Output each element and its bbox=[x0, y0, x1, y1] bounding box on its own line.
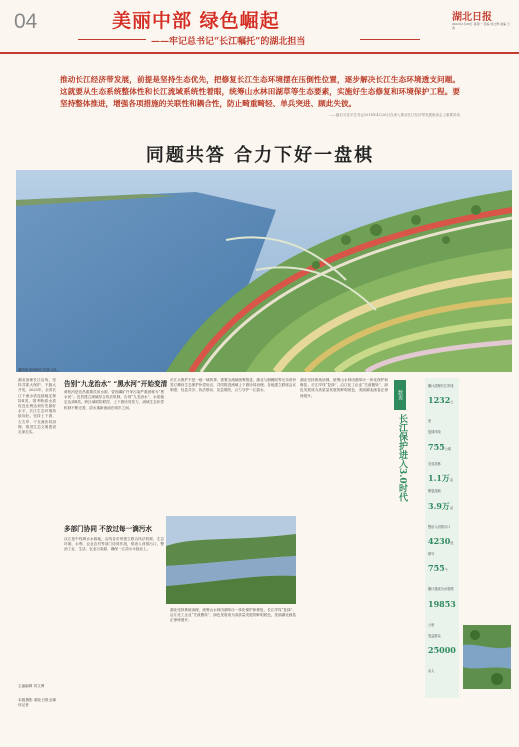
left-column-text: 湖北治理长江沿线，坚持共抓大保护，不搞大开发。2023年，全省长江干流水质连续稳定保持Ⅱ类，国考断面水质优良比例达到历史最好水平，长江生态环境持续向好。坚持上下游、左右岸、干支流协同治理，推进生态文明建设走深走实。 bbox=[18, 378, 56, 435]
masthead-rule-right bbox=[360, 39, 420, 40]
stat-value: 25000 bbox=[428, 645, 456, 656]
stat-value: 755 bbox=[428, 563, 445, 574]
article-c-bottom-text: 湖北坚持系统治理，统筹山水林田湖草沙一体化保护和修复。长江岸线“复绿”、沿江化工企业“关改搬转”，绿色发展成为高质量发展的鲜明底色，美丽湖北画卷正徐徐展开。 bbox=[170, 608, 296, 623]
main-headline: 同题共答 合力下好一盘棋 bbox=[145, 145, 375, 166]
sidebar-tag: 数说 bbox=[394, 380, 406, 410]
stat-label: 修复湿地 bbox=[428, 489, 441, 494]
intro-source: ——摘自习近平总书记2018年4月26日在深入推动长江经济带发展座谈会上重要讲话 bbox=[328, 113, 460, 117]
lake-photo bbox=[463, 625, 511, 689]
masthead-rule-left bbox=[78, 39, 146, 40]
stat-item bbox=[428, 552, 456, 575]
stat-unit: 亩 bbox=[449, 478, 454, 483]
stat-label: 完成造林 bbox=[428, 461, 441, 466]
stats-panel bbox=[425, 378, 459, 698]
stat-label: 复绿岸线 bbox=[428, 430, 441, 435]
paper-name: 湖北日报 bbox=[452, 12, 492, 23]
photo-caption: 襄阳鱼梁洲绿色发展示范。 bbox=[18, 368, 60, 372]
stat-unit: 公顷 bbox=[444, 446, 452, 451]
article-a-text: 黄柏河是宜昌重要饮用水源，曾因磷矿开采污染严重被称为“黑水河”。宜昌建立流域综合执法机制，告别“九龙治水”，水质稳定达到Ⅱ类。跨区域联防联控、上下游协同发力，流域生态补偿机制不断完善，清水重新流淌在城乡之间。 bbox=[64, 390, 164, 410]
lake-photo-svg bbox=[463, 625, 511, 689]
stat-value: 19853 bbox=[428, 598, 456, 609]
stat-label: 累计建成污水管网 bbox=[428, 587, 454, 592]
header-rule bbox=[0, 52, 519, 54]
stat-label: 累计清理长江岸线 bbox=[428, 384, 454, 388]
stat-item bbox=[428, 587, 456, 629]
stat-unit: 个 bbox=[444, 568, 448, 573]
stat-value: 1232 bbox=[428, 395, 451, 406]
stat-item bbox=[428, 489, 456, 512]
stat-label: 整治入河排污口 bbox=[428, 524, 451, 529]
stat-item bbox=[428, 462, 456, 485]
stat-item bbox=[428, 384, 456, 426]
stat-value: 1.1万 bbox=[428, 473, 450, 484]
masthead-subtitle: ——牢记总书记“长江嘱托”的湖北担当 bbox=[151, 37, 306, 47]
stat-unit: 处 bbox=[450, 541, 454, 546]
article-b-text: 汉江是中线调水水源地，沿线各市州建立联合执法机制，生态环境、水利、农业农村等部门协同作战，排查入河排污口，整治工业、生活、农业污染源，确保一江清水永续北上。 bbox=[64, 537, 164, 552]
page-number: 04 bbox=[14, 10, 38, 33]
article-d-text: 湖北坚持系统治理，统筹山水林田湖草沙一体化保护和修复。长江岸线“复绿”、沿江化工企业“关改搬转”，绿色发展成为高质量发展的鲜明底色，美丽湖北画卷正徐徐展开。 bbox=[300, 378, 388, 398]
river-photo bbox=[166, 516, 296, 604]
aerial-park-photo bbox=[16, 170, 512, 372]
stat-item bbox=[428, 525, 456, 548]
park-photo-svg bbox=[16, 170, 512, 372]
stat-value: 755 bbox=[428, 441, 445, 452]
river-photo-svg bbox=[166, 516, 296, 604]
left-column-footer-1: 主编编辑 刘文博 bbox=[18, 684, 45, 688]
stat-label: 销号 bbox=[428, 552, 435, 557]
stat-value: 3.9万 bbox=[428, 500, 450, 511]
stat-value: 4230 bbox=[428, 536, 451, 547]
article-b-heading: 多部门协同 不放过每一滴污水 bbox=[64, 525, 153, 533]
intro-quote: 推动长江经济带发展，前提是坚持生态优先，把修复长江生态环境摆在压倒性位置，逐步解决长江生态环境透支问题。这就要从生态系统整体性和长江流域系统性着眼，统筹山水林田湖草等生态要素，实施好生态修复和环境保护工程。要坚持整体推进，增强各项措施的关联性和耦合性，防止畸重畸轻、单兵突进、顾此失彼。 bbox=[60, 75, 460, 108]
stat-unit: 公里 bbox=[428, 400, 454, 424]
stat-item bbox=[428, 634, 456, 676]
article-a-heading: 告别“九龙治水” “黑水河”开始变清 bbox=[64, 380, 168, 388]
stat-unit: 亩 bbox=[449, 505, 454, 510]
stat-item bbox=[428, 430, 456, 453]
sidebar-title: 长江保护进入3.0时代 bbox=[397, 414, 407, 502]
article-c-text: 长江大保护不是一地一域的事，需要全流域统筹推进。湖北与湘赣皖等兄弟省份签订横向生态保护补偿协议，共同推进流域上下游协同治理。各地建立联席会议制度，信息共享、执法联动、应急联防，合力守护一江碧水。 bbox=[170, 378, 296, 393]
stat-label: 受益群众 bbox=[428, 633, 441, 638]
stat-unit: 余人 bbox=[428, 669, 435, 674]
left-column-footer-2: 本版摄影 湖北日报全媒体记者 bbox=[18, 698, 56, 708]
stat-unit: 公里 bbox=[428, 622, 435, 627]
masthead-title: 美丽中部 绿色崛起 bbox=[112, 10, 280, 32]
paper-date: 2024年4月28日 星期一 责编 刘文博 美编 王春 bbox=[452, 22, 510, 30]
